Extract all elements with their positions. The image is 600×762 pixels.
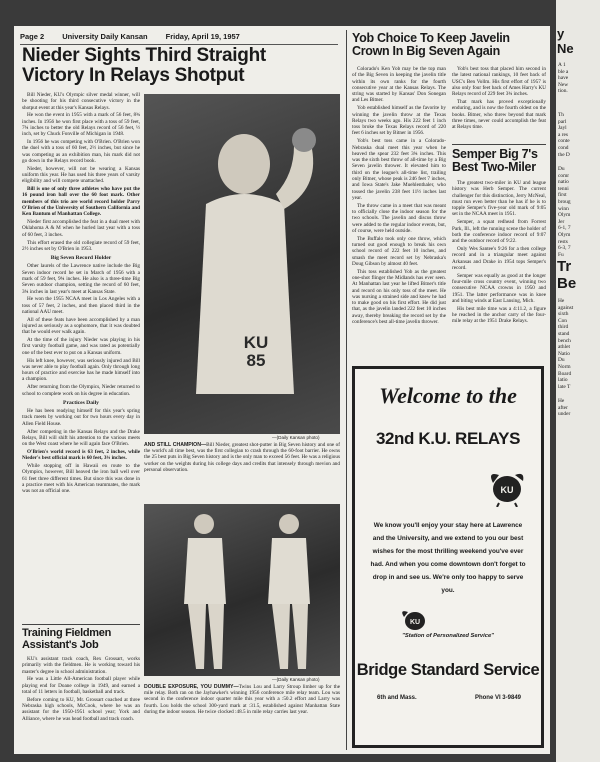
adjacent-text: Th [558,112,564,118]
adjacent-text: sixth [558,311,569,318]
caption-lead: AND STILL CHAMPION— [144,442,207,448]
adjacent-text: winn [558,205,569,212]
photo-credit: —(Daily Kansan photo) [272,677,320,682]
adjacent-text: late T [558,383,571,390]
ad-address: 6th and Mass. [377,695,417,701]
yob-paragraph: The Buffalo took only one throw, which turned out good enough to break his own school record of 222 feet 10 inches, and smash the meet record set by Nebraska's Doug Gibson by almost 40 feet. [352,235,446,267]
semper-headline [452,148,548,174]
adjacent-headline [557,258,576,292]
yob-paragraph: This toss established Yob as the greatest one-shot flinger the Midlands has ever seen. At Manhattan last year he lifted Bitner's title and record on his only toss of the meet. He was nursing a strained side and knew he had to make good on his first effort. He did just that, as the javelin landed 222 feet 10 inches away, thereby breaking the record set by the conference's best all-time javelin thrower. [352,268,446,326]
nieder-paragraph: After returning from the Olympics, Nieder returned to school to complete work on his degree in education. [22,384,140,397]
nieder-paragraph: Other laurels of the Lawrence native include the Big Seven indoor record he set in March of 1956 with a mark of 59 feet, 9¾ inches. He also is a three-time Big Seven outdoor champion, setting the record of 60 feet, 3¾ inches in last year's meet at Kansas State. [22,263,140,295]
yob-paragraph: That mark has proved exceptionally enduring, and is now the fourth oldest on the books. Bitner, who threw beyond that mark three times, never could accomplish the feat at Relays time. [452,98,546,131]
fieldmen-paragraph: Before coming to KU, Mr. Grossart coached at three Nebraska high schools, McCook, where he was an assistant for the 1950-1951 school year; York and Alliance, where he was head football and track coach. [22,696,140,722]
column-divider [346,30,347,750]
adjacent-text: after [558,404,568,411]
nieder-subhead-record: Big Seven Record Holder [50,255,112,262]
adjacent-text: Ne [557,41,574,56]
fieldmen-headline-line-2: Assistant's Job [22,638,99,651]
adjacent-text: Jayl [558,125,567,132]
ad-message: We know you'll enjoy your stay here at Lawrence and the University, and we extend to you our best wishes for the most thrilling weekend you've ever had. And when you come downtown don't forget to drop in and see us. We're only too happy to serve you. [370,522,526,594]
adjacent-text: Con [558,317,567,324]
yob-article-column-2 [452,66,546,142]
jersey-number: KU 85 [243,333,269,370]
yob-article-column-1 [352,66,446,362]
semper-paragraph: The greatest two-miler in KU and league history was Herb Semper. The current challenger for this distinction, Jerry McNeal, must run even better than he has if he is to topple Semper's five-year old mark of 9:05 set in the NCAA meet in 1951. [452,180,546,218]
semper-paragraph: Semper was equally as good at the longer four-mile cross country event, winning two consecutive NCAA crowns in 1950 and 1951. The latter performance was in knee and biting winds at East Lansing, Mich. [452,272,546,304]
semper-article-column [452,180,546,362]
stroup-caption [144,684,340,715]
adjacent-text: A 1 [558,62,566,68]
fieldmen-paragraph: He was a Little All-American football player while playing end for Doane college in 1949, and earned a total of 11 letters in football, basketball and track. [22,676,140,695]
adjacent-text: cond [558,144,569,151]
adjacent-text: Natio [558,350,570,357]
adjacent-text: ble a [558,68,569,75]
adjacent-text: Du [558,357,565,364]
adjacent-column-b [558,112,570,158]
fieldmen-headline [22,628,144,651]
ad-welcome: Welcome to the [379,383,517,408]
adjacent-text: comr [558,172,570,179]
adjacent-text: Board [558,370,572,377]
adjacent-text: against [558,304,574,311]
adjacent-text: third [558,324,569,331]
logo-text: KU [409,619,421,626]
yob-paragraph: Yob's best toss that placed him second in the latest national rankings, 10 feet back of USC's Ben Vollm. His first effort of 1957 is also only four feet back of Ames Harry's KU Relays record of 229 feet 3¾ inches. [452,66,546,98]
caption-lead: DOUBLE EXPOSURE, YOU DUMMY— [144,684,239,690]
semper-paragraph: Only Wes Santee's 9:26 for a then college record and in a triangular meet against Arkansas and Drake in 1954 tops Semper's record. [452,245,546,271]
bridge-standard-ad [352,366,544,748]
nieder-paragraph: Bill is one of only three athletes who have put the 16 pound iron ball over the 60 foot mark. Other members of this trio are world record holder Parry O'Brien of the University of Southern California and Ken Bantum of Manhattan College. [22,186,140,218]
yob-paragraph: Colorado's Ken Yob may be the top man of the Big Seven in keeping the javelin title within its own ranks for the fourth consecutive year at the Kansas Relays. The string was started by Kansas' Don Sonegan and Les Bitner. [352,66,446,104]
adjacent-text: natio [558,179,569,186]
adjacent-text: Olym [558,231,571,238]
adjacent-text: tenni [558,185,569,192]
caption-text: Twins Lou and Larry Stroup limber up for the mile relay. Both ran on the Jayhawker's winning 1956 conference mile relay team. Lou was second in the conference indoor quarter mile this year with a :50.2 effort and Larry was fourth. Lou holds the school 300-yard mark at :31.5, established against Manhattan State during the indoor season. He twice clocked :48.5 in mile relay carries last year. [144,684,340,715]
nieder-paragraph: All of these feats have been accomplished by a man injured as seriously as a sophomore, that it was doubted that he would ever walk again. [22,316,140,336]
adjacent-text: He [558,398,565,404]
adjacent-text: stand [558,330,570,337]
page-number: Page 2 [20,32,45,41]
fieldmen-paragraph: KU's assistant track coach, Rex Grossart, works primarily with the fieldmen. He is working toward his master's degree in school administration. [22,656,140,675]
adjacent-text: Fu [558,251,564,258]
nieder-paragraph: He has been readying himself for this year's spring track meets by working out for two hours every day in Allen Field House. [22,408,140,427]
adjacent-page-fragment [556,0,600,762]
semper-paragraph: Semper, a squat redhead from Forrest Park, Ill., left the running scene the holder of both the conference indoor record of 9:07 and the outdoor record of 9:22. [452,219,546,245]
nieder-paragraph: Nieder, however, will not be wearing a Kansas uniform this year. He has used his three years of varsity eligibility and will compete unattached. [22,165,140,185]
nieder-paragraph: Nieder first accomplished the feat in a dual meet with Oklahoma A & M when he hurled last year with a toss of 60 feet, 3 inches. [22,219,140,238]
jayhawk-logo-icon [485,467,529,507]
nieder-headline [22,46,342,86]
nieder-paragraph: His left knee, however, was seriously injured and Bill was never able to play football again. Only through long hours of practice and exercise has he made himself into a champion. [22,357,140,383]
adjacent-text: broug [558,198,571,205]
adjacent-text: the D [558,151,570,158]
nieder-paragraph: He won the event in 1955 with a mark of 56 feet, 8¾ inches. In 1956 he won first place with a toss of 59 feet, 7¾ inches to better the old Relays record of 56 feet, ½ inch, set by Chuck Fonville of Michigan in 1948. [22,112,140,138]
adjacent-text: a res [558,131,569,138]
ad-phone: Phone VI 3-9849 [474,695,521,701]
adjacent-text: Be [557,275,577,292]
nieder-headline-line-1: Nieder Sights Third Straight [22,45,266,66]
ad-relays-title: 32nd K.U. RELAYS [375,429,521,448]
nieder-paragraph: After competing in the Kansas Relays and the Drake Relays, Bill will shift his attention to the various meets on the West coast where he will again face O'Brien. [22,428,140,448]
nieder-caption [144,442,340,473]
nieder-paragraph: At the time of the injury Nieder was playing in his first varsity football game, and was rated as potentially one of the best ever to put on a Kansas uniform. [22,337,140,356]
nieder-article-column [22,92,140,622]
adjacent-column-a [558,62,568,95]
ad-business-name: Bridge Standard Service [356,661,540,679]
adjacent-text: New [558,81,569,88]
adjacent-headline [557,26,574,56]
nieder-subhead-practice: Practices Daily [63,399,99,406]
caption-text: Bill Nieder, greatest shot-putter in Big Seven history and one of the world's all time best, was the first collegian to crash through the 60-foot barrier. He owns the 25 best puts in Big Seven history and is the only man to exceed 56 feet. He was a religious worker on the weights during his college days and credits that intensely through mevion and personal observation. [144,442,340,473]
yob-paragraph: The throw came in a meet that was meant to officially close the indoor season for the two schools. The javelin and discus throw were added to the regular indoor events, but, of course, were held outside. [352,202,446,234]
adjacent-column-c [558,166,571,258]
adjacent-text: under [558,411,571,418]
nieder-paragraph: In 1956 he was competing with O'Brien. O'Brien won the duel with a toss of 60 feet, 2½ inches, but since he was competing as an exhibition man, his mark did not go down in the Relays record book. [22,139,140,164]
adjacent-text: Du [558,166,565,172]
adjacent-text: Olym [558,212,571,219]
fieldmen-article-column [22,656,140,752]
adjacent-text: rests [558,238,568,245]
jayhawk-small-logo-icon [397,607,433,633]
adjacent-text: Norm [558,363,571,370]
divider [22,624,140,625]
adjacent-text: Jer [558,218,565,225]
nieder-paragraph: This effort erased the old collegiate record of 59 feet, 2½ inches set by O'Brien in 1953. [22,239,140,252]
adjacent-column-e [558,398,570,418]
adjacent-text: tion. [558,88,568,95]
adjacent-column-d [558,298,573,390]
adjacent-text: 6-3, 7 [558,245,571,252]
yob-headline-line-2: Crown In Big Seven Again [352,44,500,59]
adjacent-text: Tr [557,258,572,275]
adjacent-text: parl [558,118,567,125]
adjacent-text: athlet [558,344,570,351]
twin-runners-figure [144,504,340,676]
adjacent-text: bench [558,337,571,344]
nieder-headline-line-2: Victory In Relays Shotput [22,64,245,86]
nieder-paragraph: Bill Nieder, KU's Olympic silver medal winner, will be shooting for his third consecutive victory in the shotput event at this year's Kansas Relays. [22,92,140,111]
nieder-paragraph: He won the 1955 NCAA meet in Los Angeles with a toss of 57 feet, 2 inches, and then placed third in the national AAU meet. [22,296,140,315]
adjacent-text: first [558,192,567,199]
yob-paragraph: Yob's best toss came in a Colorado-Nebraska dual meet this year when he heaved the spear 232 feet 3¾ inches. This was the sixth best throw of all-time by a Big Seven javelin thrower. It elevated him to third on the league's all-time list, trailing only Bitner, whose peak is 246 feet 7 inches, and Iowa State's Jake Muehlenthaler, who tossed the javelin 238 feet 11½ inches last year. [352,138,446,201]
issue-date: Friday, April 19, 1957 [165,32,240,41]
ad-slogan: "Station of Personalized Service" [402,633,494,639]
semper-headline-line-2: Best Two-Miler [452,160,536,175]
yob-headline [352,32,548,58]
nieder-photo [144,94,340,434]
semper-paragraph: His best mile time was a 4:11.2, a figure he reached in the anchor carry of the four-mile relay at the 1951 Drake Relays. [452,305,546,325]
yob-paragraph: Yob established himself as the favorite by winning the javelin throw at the Texas Relays two weeks ago. His 222 feet 1 inch toss broke the Texas Relays record of 220 feet 6 inches set by Bitner in 1956. [352,105,446,137]
divider [452,144,546,145]
adjacent-text: He [558,298,565,304]
nieder-paragraph: O'Brien's world record is 63 feet, 2 inches, while Nieder's best official mark is 60 feet, 3¾ inches. [22,448,140,462]
adjacent-text: conte [558,138,570,145]
newspaper-page [14,26,550,754]
semper-headline-line-1: Semper Big 7's [452,147,538,161]
adjacent-text: y [557,26,565,41]
adjacent-text: have [558,75,569,82]
nieder-paragraph: While stopping off in Hawaii en route to the Olympics, however, Bill heaved the iron ball well over 61 feet three different times. But since this was done in a practice meet with his American teammates, the mark was not an official one. [22,463,140,495]
paper-name: University Daily Kansan [62,32,148,41]
adjacent-text: 6-1, 7 [558,225,571,232]
shotputter-figure [144,94,340,434]
logo-text: KU [500,485,514,495]
yob-headline-line-1: Yob Choice To Keep Javelin [352,31,510,45]
masthead [20,32,338,45]
photo-credit: —(Daily Kansan photo) [272,435,320,440]
adjacent-text: latio [558,377,568,384]
fieldmen-headline-line-1: Training Fieldmen [22,627,112,639]
stroup-twins-photo [144,504,340,676]
